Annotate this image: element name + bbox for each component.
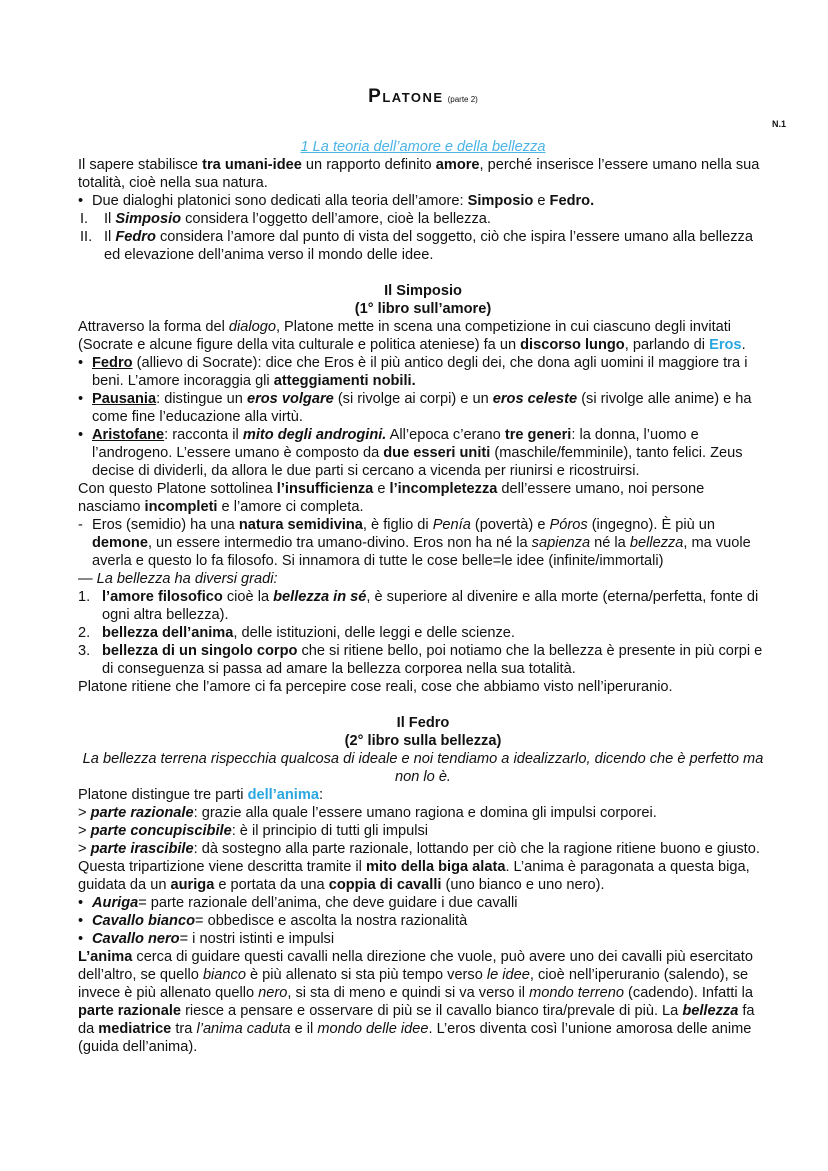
list-item: 1. l’amore filosofico cioè la bellezza in sé, è superiore al divenire e alla morte (eterna/perfetta, fonte di ogni altra bellezza).: [78, 589, 759, 623]
paragraph: > parte concupiscibile: è il principio di tutti gli impulsi: [78, 823, 428, 839]
section-title: 1 La teoria dell’amore e della bellezza: [300, 139, 546, 155]
document-title: Platone: [368, 86, 444, 107]
list-item: I. Il Simposio considera l’oggetto dell’amore, cioè la bellezza.: [80, 211, 491, 227]
bullet-icon: •: [78, 913, 84, 929]
bullet-icon: •: [78, 931, 84, 947]
list-item: • Cavallo nero= i nostri istinti e impulsi: [78, 931, 335, 947]
paragraph: Il sapere stabilisce tra umani-idee un rapporto definito amore, perché inserisce l’essere umano nella sua totalità, cioè nella sua natura.: [78, 157, 760, 191]
page-number: N.1: [771, 119, 786, 129]
paragraph: > parte razionale: grazie alla quale l’essere umano ragiona e domina gli impulsi corporei.: [78, 805, 657, 821]
bullet-icon: •: [78, 895, 84, 911]
document-header: [78, 88, 768, 112]
list-item: • Pausania: distingue un eros volgare (si rivolge ai corpi) e un eros celeste (si rivolge alle anime) e ha come fine l’educazione alla virtù.: [78, 391, 752, 425]
list-item: 3. bellezza di un singolo corpo che si ritiene bello, poi notiamo che la bellezza è presente in più corpi e di conseguenza si passa ad amare la bellezza corporea nella sua totalità.: [78, 643, 763, 677]
section-subheading: (2° libro sulla bellezza): [344, 733, 502, 749]
list-item: • Aristofane: racconta il mito degli androgini. All’epoca c’erano tre generi: la donna, l’uomo e l’androgeno. L’essere umano è composto da due esseri uniti (maschile/femminile), tanto felici. Zeus decise di dividerli, da allora le due parti si cercano a vicenda per riunirsi e ricostruirsi.: [78, 427, 743, 479]
list-item: II. Il Fedro considera l’amore dal punto di vista del soggetto, ciò che ispira l’essere umano alla bellezza ed elevazione dell’anima verso il mondo delle idee.: [80, 229, 753, 263]
bullet-icon: •: [78, 355, 84, 371]
list-item: 2. bellezza dell’anima, delle istituzioni, delle leggi e delle scienze.: [78, 625, 515, 641]
paragraph: Platone distingue tre parti dell’anima:: [78, 787, 323, 803]
document-subtitle: (parte 2): [447, 95, 478, 104]
list-item: • Due dialoghi platonici sono dedicati alla teoria dell’amore: Simposio e Fedro.: [78, 193, 595, 209]
paragraph: Platone ritiene che l’amore ci fa percepire cose reali, cose che abbiamo visto nell’iperuranio.: [78, 679, 673, 695]
paragraph: Attraverso la forma del dialogo, Platone mette in scena una competizione in cui ciascuno degli invitati (Socrate e alcune figure della vita culturale e politica ateniese) fa un discorso lungo, parlando di Eros.: [78, 319, 746, 353]
section-heading: Il Simposio: [384, 283, 462, 299]
paragraph: Con questo Platone sottolinea l’insufficienza e l’incompletezza dell’essere umano, noi persone nasciamo incompleti e l’amore ci completa.: [78, 481, 705, 515]
bullet-icon: •: [78, 427, 84, 443]
list-item: • Fedro (allievo di Socrate): dice che Eros è il più antico degli dei, che dona agli uomini il maggiore tra i beni. L’amore incoraggia gli atteggiamenti nobili.: [78, 355, 748, 389]
paragraph: — La bellezza ha diversi gradi:: [78, 571, 278, 587]
document-page: [78, 86, 786, 1056]
paragraph: L’anima cerca di guidare questi cavalli nella direzione che vuole, può avere uno dei cavalli più esercitato dell’altro, se quello bianco è più allenato si sta più tempo verso le idee, cioè nell’iperuranio (salendo), se invece è più allenato quello nero, si sta di meno e quindi si va verso il mondo terreno (cadendo). Infatti la parte razionale riesce a pensare e osservare di più se il cavallo bianco tira/prevale di più. La bellezza fa da mediatrice tra l’anima caduta e il mondo delle idee. L’eros diventa così l’unione amorosa delle anime (guida dell’anima).: [78, 949, 755, 1055]
bullet-icon: •: [78, 193, 84, 209]
section-heading: Il Fedro: [396, 715, 450, 731]
section-subheading: (1° libro sull’amore): [354, 301, 492, 317]
bullet-icon: •: [78, 391, 84, 407]
dash-icon: -: [78, 517, 83, 533]
paragraph: > parte irascibile: dà sostegno alla parte razionale, lottando per ciò che la ragione ritiene buono e giusto. Questa tripartizione viene descritta tramite il mito della biga alata. L’anima è paragonata a questa biga, guidata da un auriga e portata da una coppia di cavalli (uno bianco e uno nero).: [78, 841, 760, 893]
quote: La bellezza terrena rispecchia qualcosa di ideale e noi tendiamo a idealizzarlo, dicendo che è perfetto ma non lo è.: [82, 751, 764, 785]
list-item: - Eros (semidio) ha una natura semidivina, è figlio di Penía (povertà) e Póros (ingegno). È più un demone, un essere intermedio tra umano-divino. Eros non ha né la sapienza né la bellezza, ma vuole averla e questo lo fa filosofo. Si innamora di tutte le cose belle=le idee (infinite/immortali): [78, 517, 751, 569]
list-item: • Auriga= parte razionale dell’anima, che deve guidare i due cavalli: [78, 895, 518, 911]
list-item: • Cavallo bianco= obbedisce e ascolta la nostra razionalità: [78, 913, 468, 929]
